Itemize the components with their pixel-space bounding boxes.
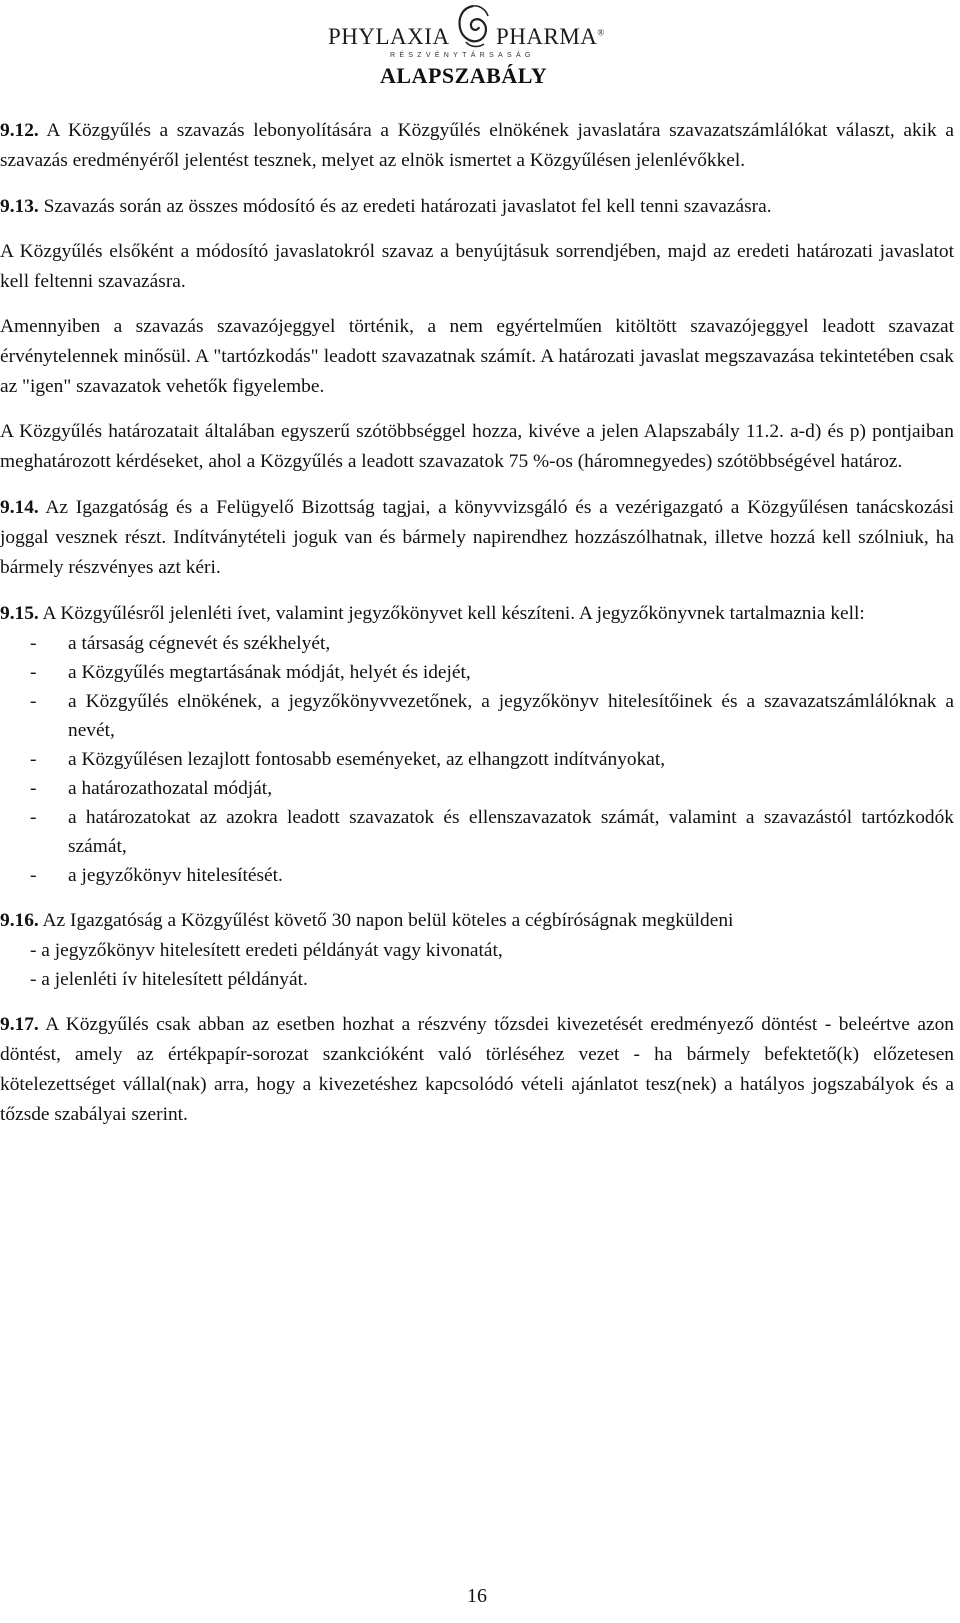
section-9-14: 9.14. Az Igazgatóság és a Felügyelő Bizottság tagjai, a könyvvizsgáló és a vezérigazgató a Közgyűlésen tanácskozási joggal vesznek részt. Indítványtételi joguk van és bármely napirendhez hozzászólhatnak, illetve hozzá kell szólniuk, ha bármely részvényes azt kéri.: [0, 497, 954, 578]
section-9-15: 9.15. A Közgyűlésről jelenléti ívet, valamint jegyzőkönyvet kell készíteni. A jegyzőkönyvnek tartalmaznia kell:: [0, 603, 865, 624]
list-item: - a jegyzőkönyv hitelesített eredeti példányát vagy kivonatát,: [30, 940, 503, 961]
section-9-12: 9.12. A Közgyűlés a szavazás lebonyolítására a Közgyűlés elnökének javaslatára szavazatszámlálókat választ, akik a szavazás eredményéről jelentést tesznek, melyet az elnök ismertet a Közgyűlésen jelenlévőkkel.: [0, 120, 954, 171]
section-9-16: 9.16. Az Igazgatóság a Közgyűlést követő 30 napon belül köteles a cégbíróságnak megküldeni: [0, 910, 734, 931]
minutes-contents-list: [0, 629, 954, 890]
page-number: 16: [467, 1585, 487, 1607]
logo-subtitle: RÉSZVÉNYTÁRSASÁG: [390, 52, 535, 59]
document-title: ALAPSZABÁLY: [380, 63, 548, 88]
section-9-13-paragraph-3: Amennyiben a szavazás szavazójeggyel történik, a nem egyértelműen kitöltött szavazójeggyel leadott szavazat érvénytelennek minősül. A "tartózkodás" leadott szavazatnak számít. A határozati javaslat megszavazása tekintetében csak az "igen" szavazatok vehetők figyelembe.: [0, 316, 954, 397]
logo-text-right: PHARMA®: [496, 24, 605, 49]
section-9-13: 9.13. Szavazás során az összes módosító és az eredeti határozati javaslatot fel kell tenni szavazásra.: [0, 196, 772, 217]
list-item: - a társaság cégnevét és székhelyét,: [0, 629, 954, 658]
list-item: - a határozathozatal módját,: [0, 774, 954, 803]
list-item: - a jelenléti ív hitelesített példányát.: [30, 969, 308, 990]
logo-swirl-icon: [452, 2, 494, 50]
list-item: - a Közgyűlés megtartásának módját, helyét és idejét,: [0, 658, 954, 687]
list-item: - a Közgyűlésen lezajlott fontosabb eseményeket, az elhangzott indítványokat,: [0, 745, 954, 774]
list-item: - a Közgyűlés elnökének, a jegyzőkönyvvezetőnek, a jegyzőkönyv hitelesítőinek és a szavazatszámlálóknak a nevét,: [0, 687, 954, 745]
page-header: [0, 0, 960, 95]
company-logo: [328, 2, 628, 64]
logo-text-left: PHYLAXIA: [328, 24, 450, 49]
document-body: [0, 116, 954, 1130]
list-item: - a határozatokat az azokra leadott szavazatok és ellenszavazatok számát, valamint a szavazástól tartózkodók számát,: [0, 803, 954, 861]
section-9-13-paragraph-2: A Közgyűlés elsőként a módosító javaslatokról szavaz a benyújtásuk sorrendjében, majd az eredeti határozati javaslatot kell feltenni szavazásra.: [0, 241, 954, 292]
section-9-13-paragraph-4: A Közgyűlés határozatait általában egyszerű szótöbbséggel hozza, kivéve a jelen Alapszabály 11.2. a-d) és p) pontjaiban meghatározott kérdéseket, ahol a Közgyűlés a leadott szavazatok 75 %-os (háromnegyedes) szótöbbségével határoz.: [0, 421, 954, 472]
list-item: - a jegyzőkönyv hitelesítését.: [0, 861, 954, 890]
section-9-17: 9.17. A Közgyűlés csak abban az esetben hozhat a részvény tőzsdei kivezetését eredményező döntést - beleértve azon döntést, amely az értékpapír-sorozat szankcióként való törléséhez vezet - ha bármely befektető(k) előzetesen kötelezettséget vállal(nak) arra, hogy a kivezetéshez kapcsolódó vételi ajánlatot tesz(nek) a hatályos jogszabályok és a tőzsde szabályai szerint.: [0, 1014, 954, 1125]
